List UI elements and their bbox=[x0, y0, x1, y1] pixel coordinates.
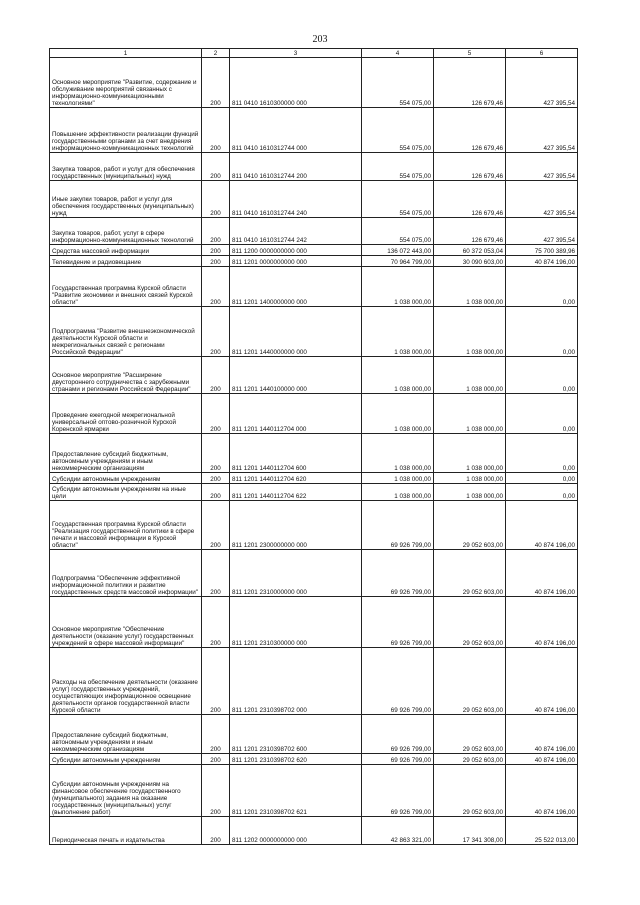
row-amount-remaining-cell: 75 700 389,96 bbox=[506, 245, 578, 256]
row-code-cell: 200 bbox=[202, 108, 230, 153]
table-row bbox=[50, 473, 578, 484]
row-amount-executed-cell: 1 038 000,00 bbox=[434, 473, 506, 484]
row-amount-executed-cell: 1 038 000,00 bbox=[434, 267, 506, 307]
row-kbk-cell: 811 0410 1610312744 242 bbox=[230, 218, 362, 245]
row-amount-executed-cell: 1 038 000,00 bbox=[434, 357, 506, 394]
row-amount-executed-cell: 60 372 053,04 bbox=[434, 245, 506, 256]
budget-table bbox=[49, 48, 578, 845]
row-amount-executed-cell: 1 038 000,00 bbox=[434, 484, 506, 501]
row-name-cell: Закупка товаров, работ и услуг для обеспечения государственных (муниципальных) нужд bbox=[50, 153, 202, 181]
column-header: 1 bbox=[50, 49, 202, 58]
table-row bbox=[50, 218, 578, 245]
row-name-cell: Телевидение и радиовещание bbox=[50, 256, 202, 267]
row-amount-executed-cell: 29 052 603,00 bbox=[434, 501, 506, 550]
row-code-cell: 200 bbox=[202, 648, 230, 715]
row-kbk-cell: 811 1201 1400000000 000 bbox=[230, 267, 362, 307]
row-amount-planned-cell: 554 075,00 bbox=[362, 153, 434, 181]
row-name-cell: Основное мероприятие "Обеспечение деятельности (оказание услуг) государственных учреждений в сфере массовой информации" bbox=[50, 597, 202, 648]
row-amount-remaining-cell: 427 395,54 bbox=[506, 181, 578, 218]
row-name-cell: Средства массовой информации bbox=[50, 245, 202, 256]
row-kbk-cell: 811 1201 2310300000 000 bbox=[230, 597, 362, 648]
row-code-cell: 200 bbox=[202, 58, 230, 108]
row-amount-remaining-cell: 40 874 196,00 bbox=[506, 754, 578, 765]
row-amount-executed-cell: 126 679,46 bbox=[434, 181, 506, 218]
row-amount-executed-cell: 1 038 000,00 bbox=[434, 434, 506, 473]
row-amount-planned-cell: 69 926 799,00 bbox=[362, 715, 434, 754]
row-amount-executed-cell: 126 679,46 bbox=[434, 218, 506, 245]
row-kbk-cell: 811 1201 2310398702 620 bbox=[230, 754, 362, 765]
table-row bbox=[50, 715, 578, 754]
table-row bbox=[50, 817, 578, 845]
table-row bbox=[50, 394, 578, 434]
row-amount-remaining-cell: 40 874 196,00 bbox=[506, 501, 578, 550]
row-code-cell: 200 bbox=[202, 245, 230, 256]
table-row bbox=[50, 307, 578, 357]
row-amount-executed-cell: 1 038 000,00 bbox=[434, 307, 506, 357]
row-kbk-cell: 811 0410 1610312744 240 bbox=[230, 181, 362, 218]
row-amount-executed-cell: 1 038 000,00 bbox=[434, 394, 506, 434]
table-row bbox=[50, 181, 578, 218]
row-name-cell: Проведение ежегодной межрегиональной универсальной оптово-розничной Курской Коренской ярмарки bbox=[50, 394, 202, 434]
row-amount-executed-cell: 29 052 603,00 bbox=[434, 765, 506, 817]
row-code-cell: 200 bbox=[202, 817, 230, 845]
row-amount-remaining-cell: 40 874 196,00 bbox=[506, 597, 578, 648]
row-amount-remaining-cell: 40 874 196,00 bbox=[506, 765, 578, 817]
row-name-cell: Закупка товаров, работ, услуг в сфере информационно-коммуникационных технологий bbox=[50, 218, 202, 245]
row-amount-remaining-cell: 40 874 196,00 bbox=[506, 715, 578, 754]
table-row bbox=[50, 245, 578, 256]
row-kbk-cell: 811 1201 2310398702 600 bbox=[230, 715, 362, 754]
table-row bbox=[50, 648, 578, 715]
row-name-cell: Предоставление субсидий бюджетным, автономным учреждениям и иным некоммерческим организациям bbox=[50, 715, 202, 754]
row-kbk-cell: 811 1201 2310398702 621 bbox=[230, 765, 362, 817]
row-amount-executed-cell: 30 090 603,00 bbox=[434, 256, 506, 267]
row-amount-executed-cell: 29 052 603,00 bbox=[434, 754, 506, 765]
row-amount-remaining-cell: 0,00 bbox=[506, 484, 578, 501]
row-kbk-cell: 811 1200 0000000000 000 bbox=[230, 245, 362, 256]
table-row bbox=[50, 550, 578, 597]
row-code-cell: 200 bbox=[202, 434, 230, 473]
row-amount-executed-cell: 126 679,46 bbox=[434, 58, 506, 108]
row-amount-planned-cell: 70 964 799,00 bbox=[362, 256, 434, 267]
row-amount-remaining-cell: 427 395,54 bbox=[506, 108, 578, 153]
row-kbk-cell: 811 1201 1440000000 000 bbox=[230, 307, 362, 357]
row-name-cell: Государственная программа Курской области "Реализация государственной политики в сфере печати и массовой информации в Курской области" bbox=[50, 501, 202, 550]
row-kbk-cell: 811 1201 0000000000 000 bbox=[230, 256, 362, 267]
row-name-cell: Основное мероприятие "Расширение двустороннего сотрудничества с зарубежными странами и регионами Российской Федерации" bbox=[50, 357, 202, 394]
row-amount-executed-cell: 126 679,46 bbox=[434, 108, 506, 153]
row-amount-planned-cell: 69 926 799,00 bbox=[362, 550, 434, 597]
row-name-cell: Периодическая печать и издательства bbox=[50, 817, 202, 845]
row-amount-planned-cell: 69 926 799,00 bbox=[362, 754, 434, 765]
row-code-cell: 200 bbox=[202, 473, 230, 484]
row-amount-executed-cell: 29 052 603,00 bbox=[434, 715, 506, 754]
row-code-cell: 200 bbox=[202, 394, 230, 434]
row-name-cell: Субсидии автономным учреждениям на иные цели bbox=[50, 484, 202, 501]
row-amount-remaining-cell: 0,00 bbox=[506, 267, 578, 307]
row-code-cell: 200 bbox=[202, 597, 230, 648]
row-amount-planned-cell: 69 926 799,00 bbox=[362, 501, 434, 550]
row-name-cell: Иные закупки товаров, работ и услуг для обеспечения государственных (муниципальных) нужд bbox=[50, 181, 202, 218]
row-amount-remaining-cell: 0,00 bbox=[506, 394, 578, 434]
row-kbk-cell: 811 1201 1440112704 620 bbox=[230, 473, 362, 484]
row-code-cell: 200 bbox=[202, 153, 230, 181]
table-row bbox=[50, 267, 578, 307]
row-amount-planned-cell: 554 075,00 bbox=[362, 108, 434, 153]
row-amount-planned-cell: 1 038 000,00 bbox=[362, 357, 434, 394]
row-amount-planned-cell: 69 926 799,00 bbox=[362, 597, 434, 648]
row-amount-remaining-cell: 0,00 bbox=[506, 357, 578, 394]
row-amount-planned-cell: 1 038 000,00 bbox=[362, 394, 434, 434]
table-row bbox=[50, 58, 578, 108]
row-amount-executed-cell: 126 679,46 bbox=[434, 153, 506, 181]
row-name-cell: Предоставление субсидий бюджетным, автономным учреждениям и иным некоммерческим организациям bbox=[50, 434, 202, 473]
table-row bbox=[50, 108, 578, 153]
row-kbk-cell: 811 1201 2310000000 000 bbox=[230, 550, 362, 597]
row-amount-executed-cell: 29 052 603,00 bbox=[434, 648, 506, 715]
row-amount-planned-cell: 1 038 000,00 bbox=[362, 473, 434, 484]
column-header: 4 bbox=[362, 49, 434, 58]
table-row bbox=[50, 153, 578, 181]
row-name-cell: Подпрограмма "Обеспечение эффективной информационной политики и развитие государственных средств массовой информации" bbox=[50, 550, 202, 597]
row-amount-executed-cell: 29 052 603,00 bbox=[434, 550, 506, 597]
row-kbk-cell: 811 1201 1440100000 000 bbox=[230, 357, 362, 394]
row-kbk-cell: 811 1201 2300000000 000 bbox=[230, 501, 362, 550]
row-amount-remaining-cell: 0,00 bbox=[506, 434, 578, 473]
row-kbk-cell: 811 0410 1610312744 000 bbox=[230, 108, 362, 153]
row-name-cell: Повышение эффективности реализации функций государственными органами за счет внедрения информационно-коммуникационных технологий bbox=[50, 108, 202, 153]
row-amount-planned-cell: 1 038 000,00 bbox=[362, 267, 434, 307]
row-name-cell: Основное мероприятие "Развитие, содержание и обслуживание мероприятий связанных с информационно-коммуникационными технологиями" bbox=[50, 58, 202, 108]
row-kbk-cell: 811 0410 1610312744 200 bbox=[230, 153, 362, 181]
row-amount-planned-cell: 69 926 799,00 bbox=[362, 765, 434, 817]
table-row bbox=[50, 754, 578, 765]
row-code-cell: 200 bbox=[202, 484, 230, 501]
table-row bbox=[50, 765, 578, 817]
row-amount-remaining-cell: 40 874 196,00 bbox=[506, 648, 578, 715]
row-amount-planned-cell: 42 863 321,00 bbox=[362, 817, 434, 845]
row-kbk-cell: 811 0410 1610300000 000 bbox=[230, 58, 362, 108]
row-kbk-cell: 811 1201 1440112704 600 bbox=[230, 434, 362, 473]
row-code-cell: 200 bbox=[202, 218, 230, 245]
table-row bbox=[50, 256, 578, 267]
column-header: 6 bbox=[506, 49, 578, 58]
row-name-cell: Расходы на обеспечение деятельности (оказание услуг) государственных учреждений, осуществляющих информационное освещение деятельности органов государственной власти Курской области bbox=[50, 648, 202, 715]
row-code-cell: 200 bbox=[202, 715, 230, 754]
row-code-cell: 200 bbox=[202, 256, 230, 267]
row-amount-planned-cell: 554 075,00 bbox=[362, 181, 434, 218]
row-kbk-cell: 811 1201 2310398702 000 bbox=[230, 648, 362, 715]
row-amount-planned-cell: 69 926 799,00 bbox=[362, 648, 434, 715]
row-amount-planned-cell: 554 075,00 bbox=[362, 58, 434, 108]
column-header: 3 bbox=[230, 49, 362, 58]
row-amount-planned-cell: 554 075,00 bbox=[362, 218, 434, 245]
row-name-cell: Подпрограмма "Развитие внешнеэкономической деятельности Курской области и межрегиональных связей с регионами Российской Федерации" bbox=[50, 307, 202, 357]
row-amount-planned-cell: 136 072 443,00 bbox=[362, 245, 434, 256]
row-kbk-cell: 811 1202 0000000000 000 bbox=[230, 817, 362, 845]
row-name-cell: Субсидии автономным учреждениям bbox=[50, 754, 202, 765]
column-header: 5 bbox=[434, 49, 506, 58]
table-row bbox=[50, 501, 578, 550]
row-amount-executed-cell: 17 341 308,00 bbox=[434, 817, 506, 845]
row-amount-remaining-cell: 427 395,54 bbox=[506, 218, 578, 245]
row-code-cell: 200 bbox=[202, 550, 230, 597]
row-amount-planned-cell: 1 038 000,00 bbox=[362, 434, 434, 473]
row-code-cell: 200 bbox=[202, 267, 230, 307]
row-amount-executed-cell: 29 052 603,00 bbox=[434, 597, 506, 648]
row-amount-remaining-cell: 0,00 bbox=[506, 473, 578, 484]
table-row bbox=[50, 484, 578, 501]
table-row bbox=[50, 597, 578, 648]
row-code-cell: 200 bbox=[202, 181, 230, 218]
row-code-cell: 200 bbox=[202, 754, 230, 765]
row-code-cell: 200 bbox=[202, 307, 230, 357]
row-kbk-cell: 811 1201 1440112704 622 bbox=[230, 484, 362, 501]
row-code-cell: 200 bbox=[202, 765, 230, 817]
row-amount-remaining-cell: 427 395,54 bbox=[506, 58, 578, 108]
row-name-cell: Субсидии автономным учреждениям bbox=[50, 473, 202, 484]
table-body bbox=[50, 58, 578, 845]
table-header-row bbox=[50, 49, 578, 58]
row-amount-remaining-cell: 40 874 196,00 bbox=[506, 256, 578, 267]
column-header: 2 bbox=[202, 49, 230, 58]
row-kbk-cell: 811 1201 1440112704 000 bbox=[230, 394, 362, 434]
row-name-cell: Субсидии автономным учреждениям на финансовое обеспечение государственного (муниципального) задания на оказание государственных (муниципальных) услуг (выполнение работ) bbox=[50, 765, 202, 817]
row-amount-remaining-cell: 40 874 196,00 bbox=[506, 550, 578, 597]
table-row bbox=[50, 357, 578, 394]
row-amount-remaining-cell: 0,00 bbox=[506, 307, 578, 357]
row-code-cell: 200 bbox=[202, 501, 230, 550]
row-name-cell: Государственная программа Курской области "Развитие экономики и внешних связей Курской области" bbox=[50, 267, 202, 307]
table-row bbox=[50, 434, 578, 473]
row-amount-planned-cell: 1 038 000,00 bbox=[362, 484, 434, 501]
row-amount-remaining-cell: 25 522 013,00 bbox=[506, 817, 578, 845]
row-amount-planned-cell: 1 038 000,00 bbox=[362, 307, 434, 357]
row-code-cell: 200 bbox=[202, 357, 230, 394]
page-number: 203 bbox=[312, 34, 328, 45]
row-amount-remaining-cell: 427 395,54 bbox=[506, 153, 578, 181]
